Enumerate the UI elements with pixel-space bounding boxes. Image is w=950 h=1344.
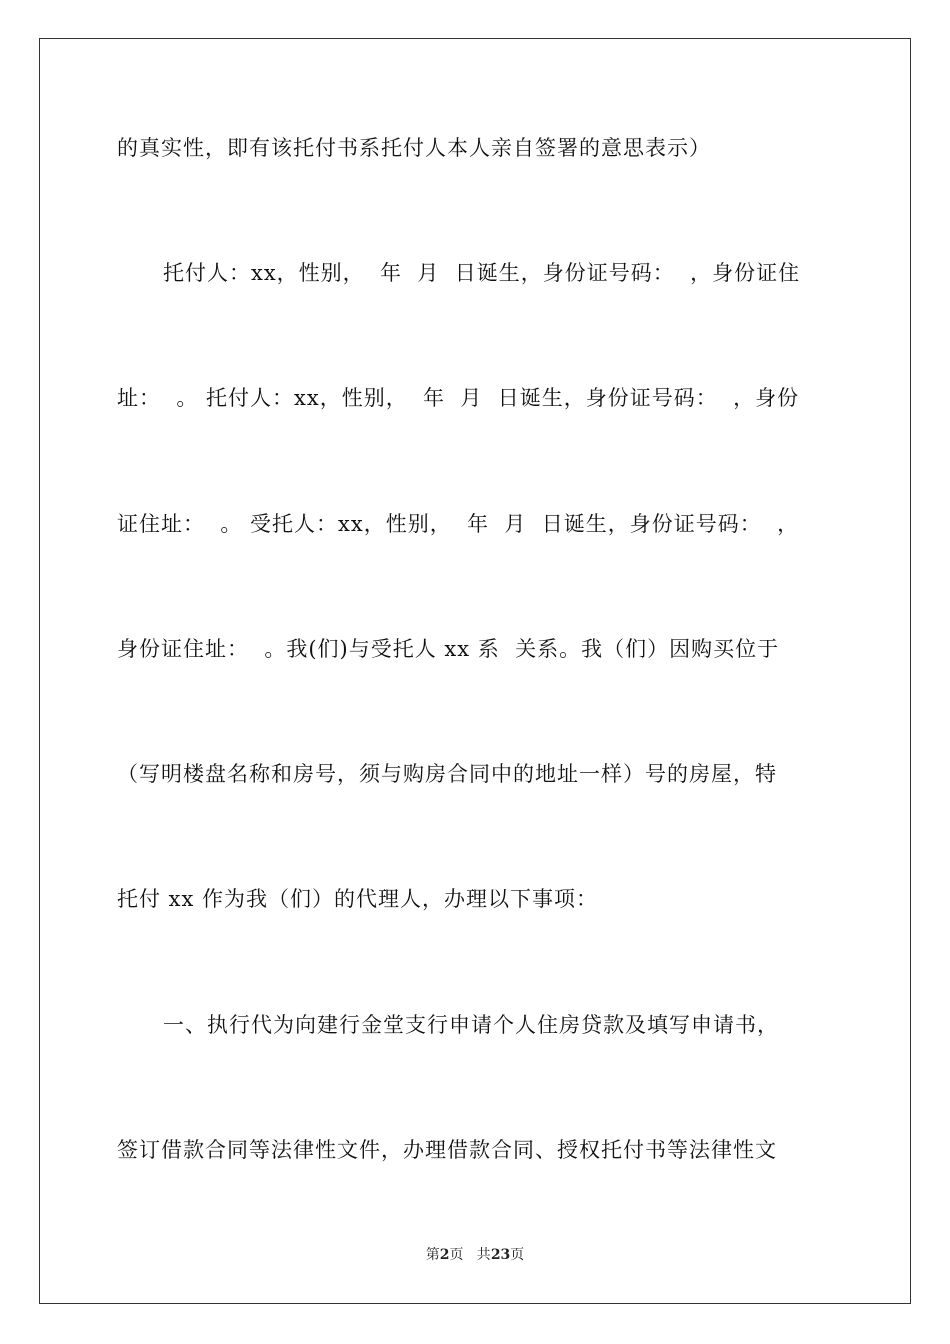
body-text-line: 托付 xx 作为我（们）的代理人，办理以下事项： — [117, 887, 599, 911]
body-text-line: 身份证住址： 。我(们)与受托人 xx 系 关系。我（们）因购买位于 — [117, 637, 780, 661]
footer-suffix: 页 — [510, 1247, 525, 1263]
body-text-line: （写明楼盘名称和房号，须与购房合同中的地址一样）号的房屋，特 — [117, 762, 777, 786]
current-page-number: 2 — [439, 1247, 450, 1263]
page-number-footer — [0, 1246, 950, 1264]
footer-mid: 页 共 — [449, 1247, 491, 1263]
body-text-line: 证住址： 。 受托人：xx，性别， 年 月 日诞生，身份证号码： ， — [117, 512, 800, 536]
body-text-line: 签订借款合同等法律性文件，办理借款合同、授权托付书等法律性文 — [117, 1138, 777, 1162]
total-page-number: 23 — [490, 1247, 511, 1263]
body-text-line: 的真实性，即有该托付书系托付人本人亲自签署的意思表示） — [117, 136, 711, 160]
body-text-line: 一、执行代为向建行金堂支行申请个人住房贷款及填写申请书， — [163, 1013, 779, 1037]
page-border — [39, 38, 911, 1304]
footer-prefix: 第 — [425, 1247, 440, 1263]
body-text-line: 址： 。 托付人：xx，性别， 年 月 日诞生，身份证号码： ，身份 — [117, 386, 800, 410]
body-text-line: 托付人：xx，性别， 年 月 日诞生，身份证号码： ，身份证住 — [163, 261, 801, 285]
